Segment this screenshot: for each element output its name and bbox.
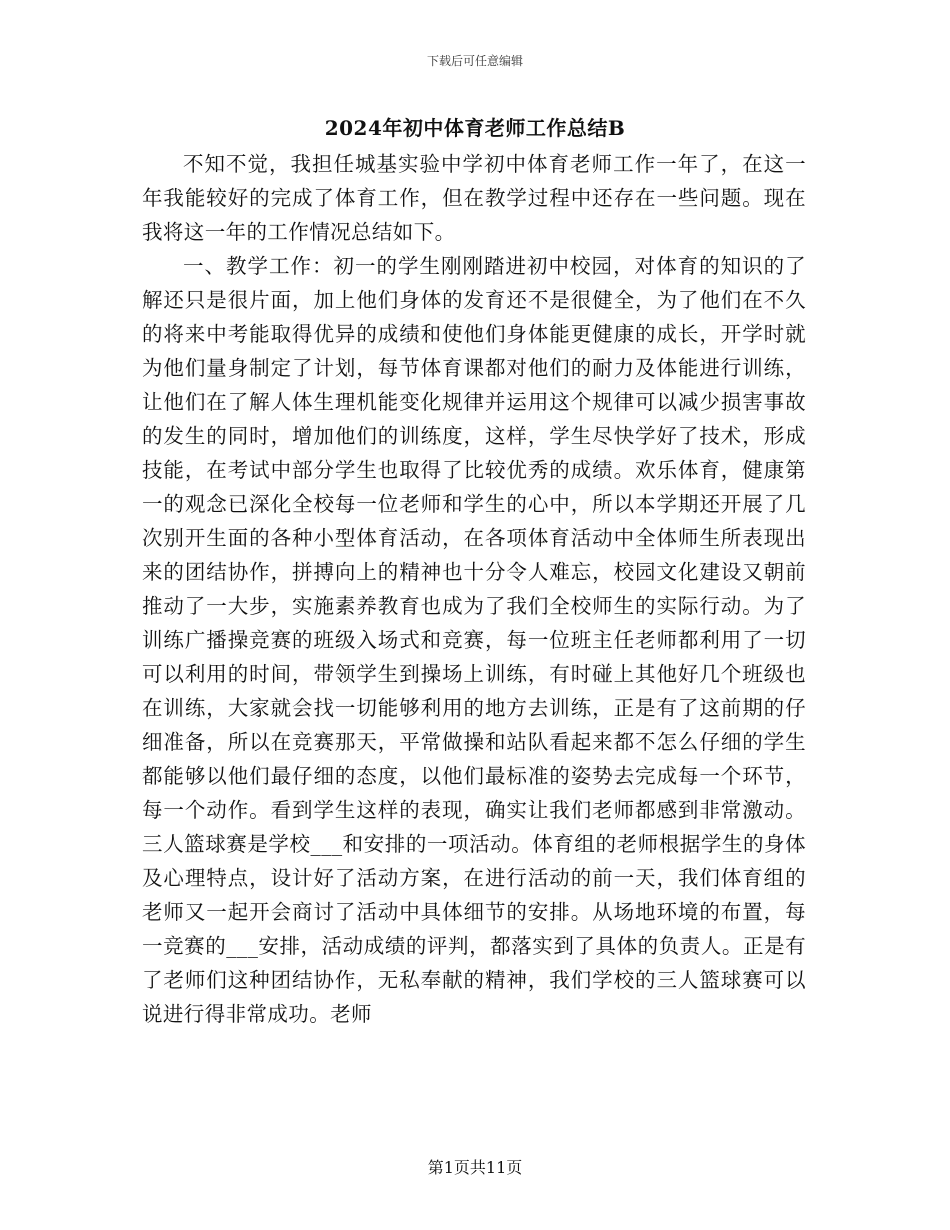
paragraph-intro: 不知不觉，我担任城基实验中学初中体育老师工作一年了，在这一年我能较好的完成了体育工作，但在教学过程中还存在一些问题。现在我将这一年的工作情况总结如下。	[142, 152, 806, 244]
page-footer: 第1页共11页	[427, 1158, 523, 1177]
document-body	[142, 147, 806, 1031]
paragraph-teaching-work: 一、教学工作：初一的学生刚刚踏进初中校园，对体育的知识的了解还只是很片面，加上他们身体的发育还不是很健全，为了他们在不久的将来中考能取得优异的成绩和使他们身体能更健康的成长，开学时就为他们量身制定了计划，每节体育课都对他们的耐力及体能进行训练，让他们在了解人体生理机能变化规律并运用这个规律可以减少损害事故的发生的同时，增加他们的训练度，这样，学生尽快学好了技术，形成技能，在考试中部分学生也取得了比较优秀的成绩。欢乐体育，健康第一的观念已深化全校每一位老师和学生的心中，所以本学期还开展了几次别开生面的各种小型体育活动，在各项体育活动中全体师生所表现出来的团结协作，拼搏向上的精神也十分令人难忘，校园文化建设又朝前推动了一大步，实施素养教育也成为了我们全校师生的实际行动。为了训练广播操竞赛的班级入场式和竞赛，每一位班主任老师都利用了一切可以利用的时间，带领学生到操场上训练，有时碰上其他好几个班级也在训练，大家就会找一切能够利用的地方去训练，正是有了这前期的仔细准备，所以在竞赛那天，平常做操和站队看起来都不怎么仔细的学生都能够以他们最仔细的态度，以他们最标准的姿势去完成每一个环节，每一个动作。看到学生这样的表现，确实让我们老师都感到非常激动。三人篮球赛是学校___和安排的一项活动。体育组的老师根据学生的身体及心理特点，设计好了活动方案，在进行活动的前一天，我们体育组的老师又一起开会商讨了活动中具体细节的安排。从场地环境的布置，每一竞赛的___安排，活动成绩的评判，都落实到了具体的负责人。正是有了老师们这种团结协作，无私奉献的精神，我们学校的三人篮球赛可以说进行得非常成功。老师	[142, 254, 806, 1026]
header-note: 下载后可任意编辑	[426, 54, 523, 68]
document-title: 2024年初中体育老师工作总结B	[324, 116, 626, 140]
